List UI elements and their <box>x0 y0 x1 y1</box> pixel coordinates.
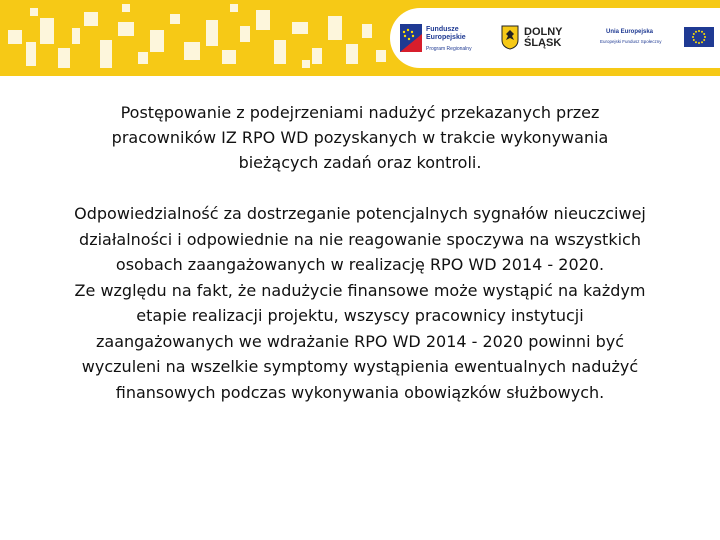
fundusze-line2: Europejskie <box>426 34 466 41</box>
unia-europejska-logo <box>600 8 720 68</box>
slide-content <box>24 100 696 405</box>
header-band <box>0 0 720 76</box>
text-line: zaangażowanych we wdrażanie RPO WD 2014 - 2020 powinni być <box>95 331 625 351</box>
fundusze-line1: Fundusze <box>426 26 459 33</box>
text-line: Odpowiedzialność za dostrzeganie potencjalnych sygnałów nieuczciwej <box>74 204 646 223</box>
fundusze-subtitle: Program Regionalny <box>426 46 472 52</box>
dolny-slask-logo <box>500 8 572 68</box>
logo-panel <box>390 8 720 68</box>
text-line: Postępowanie z podejrzeniami nadużyć przekazanych przez <box>120 103 600 122</box>
text-line: osobach zaangażowanych w realizację RPO WD 2014 - 2020. <box>115 255 605 274</box>
intro-paragraph <box>80 100 640 175</box>
text-line: działalności i odpowiednie na nie reagowanie spoczywa na wszystkich <box>79 229 641 249</box>
fundusze-europejskie-logo <box>400 8 486 68</box>
dolny-slask-line1: DOLNY <box>524 26 563 38</box>
eu-flag-icon <box>684 27 714 47</box>
dolny-slask-line2: ŚLĄSK <box>524 37 562 49</box>
eu-funds-flag-icon <box>400 24 422 52</box>
text-line: bieżących zadań oraz kontroli. <box>238 153 482 172</box>
eagle-crest-icon <box>500 24 520 50</box>
responsibility-paragraph <box>24 201 696 405</box>
text-line: pracowników IZ RPO WD pozyskanych w trakcie wykonywania <box>111 128 609 147</box>
text-line: etapie realizacji projektu, wszyscy pracownicy instytucji <box>136 306 584 325</box>
text-line: finansowych podczas wykonywania obowiązków służbowych. <box>115 382 605 402</box>
unia-title: Unia Europejska <box>606 29 654 35</box>
text-line: wyczuleni na wszelkie symptomy wystąpienia ewentualnych nadużyć <box>81 357 639 376</box>
text-line: Ze względu na fakt, że nadużycie finansowe może wystąpić na każdym <box>74 280 646 300</box>
unia-subtitle: Europejski Fundusz Społeczny <box>600 39 662 44</box>
